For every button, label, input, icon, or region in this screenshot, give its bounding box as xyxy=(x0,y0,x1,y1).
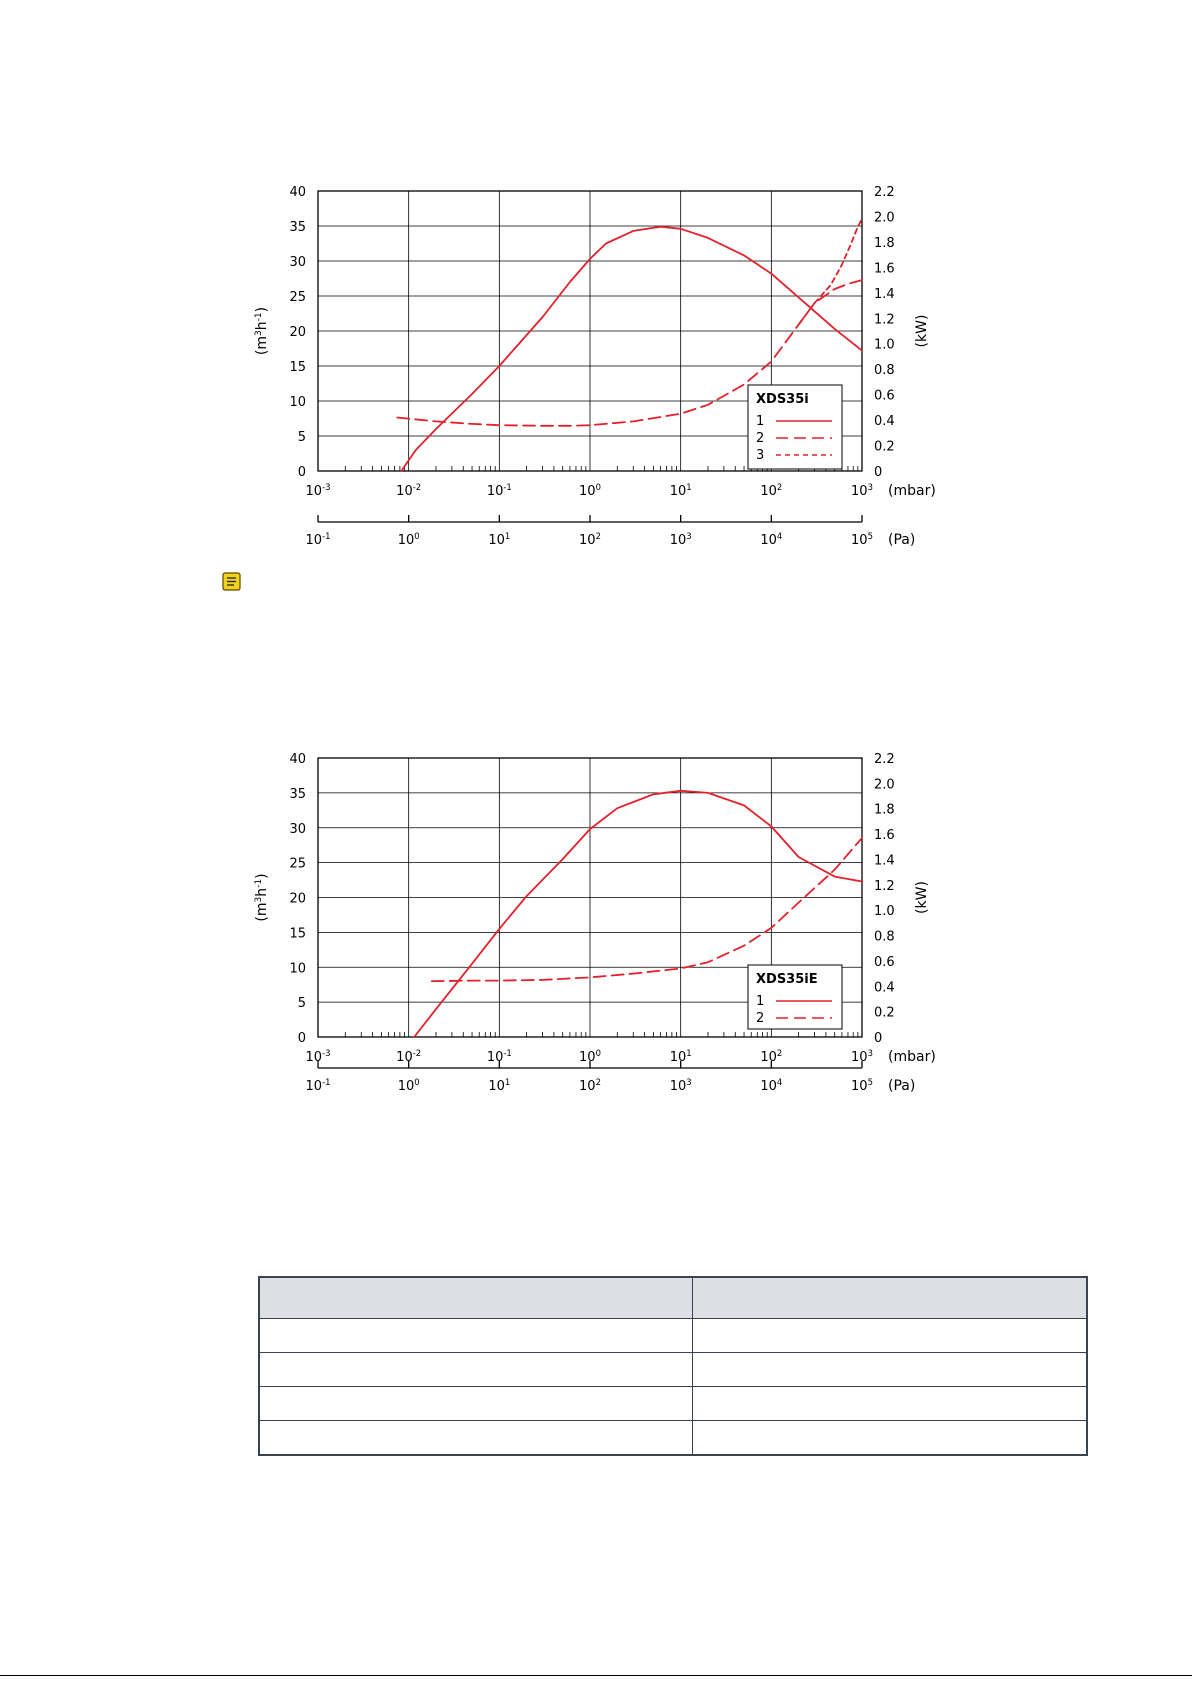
table-row xyxy=(259,1421,1087,1456)
legend-entry-label: 1 xyxy=(756,414,765,429)
y2-tick-label: 1.2 xyxy=(874,312,895,328)
x2-tick-label: $10^4$ xyxy=(760,531,783,548)
y-axis-label: $(m^3h^{-1})$ xyxy=(254,306,270,356)
y-tick-label: 10 xyxy=(289,961,306,977)
y2-tick-label: 1.8 xyxy=(874,802,895,818)
x-tick-label: $10^0$ xyxy=(579,482,601,499)
table-cell xyxy=(693,1421,1088,1456)
x2-axis-label: (Pa) xyxy=(888,532,916,548)
table-cell xyxy=(259,1319,693,1353)
y2-tick-label: 1.4 xyxy=(874,286,895,302)
y2-tick-label: 0.2 xyxy=(874,1005,895,1021)
y2-tick-label: 1.8 xyxy=(874,235,895,251)
x2-tick-label: $10^5$ xyxy=(851,531,873,548)
x-tick-label: $10^3$ xyxy=(851,482,873,499)
x-tick-label: $10^{-3}$ xyxy=(305,482,331,499)
y-axis-label: $(m^3h^{-1})$ xyxy=(254,873,270,922)
y-tick-label: 15 xyxy=(289,926,306,942)
y-tick-label: 35 xyxy=(289,786,306,802)
legend-entry-label: 2 xyxy=(756,431,765,446)
y2-tick-label: 2.2 xyxy=(874,752,895,767)
series-line-3 xyxy=(799,219,862,325)
y2-tick-label: 2.0 xyxy=(874,210,895,226)
y-tick-label: 25 xyxy=(289,856,306,872)
x-tick-label: $10^3$ xyxy=(851,1048,873,1065)
x-tick-label: $10^{-2}$ xyxy=(396,1048,422,1065)
y-tick-label: 5 xyxy=(297,430,306,445)
note-icon xyxy=(222,572,241,591)
y2-tick-label: 1.0 xyxy=(874,904,895,920)
x-axis-label: (mbar) xyxy=(888,1049,936,1065)
x2-tick-label: $10^{-1}$ xyxy=(305,1077,331,1094)
series-line-2 xyxy=(432,838,862,981)
x2-tick-label: $10^5$ xyxy=(851,1077,873,1094)
legend-entry-label: 1 xyxy=(756,994,765,1009)
chart-1 xyxy=(254,185,936,548)
x2-tick-label: $10^0$ xyxy=(397,531,420,548)
x2-axis-label: (Pa) xyxy=(888,1078,916,1094)
y2-tick-label: 0.6 xyxy=(874,954,895,970)
x-tick-label: $10^1$ xyxy=(669,1048,692,1065)
y-tick-label: 30 xyxy=(289,821,306,837)
data-table xyxy=(258,1276,1088,1456)
y-tick-label: 30 xyxy=(289,255,306,270)
x2-tick-label: $10^0$ xyxy=(397,1077,420,1094)
y2-tick-label: 2.2 xyxy=(874,185,895,200)
y-tick-label: 15 xyxy=(289,360,306,375)
x-axis-label: (mbar) xyxy=(888,483,936,499)
table-row xyxy=(259,1319,1087,1353)
y2-tick-label: 0.2 xyxy=(874,439,895,455)
y-tick-label: 20 xyxy=(289,325,306,340)
x2-tick-label: $10^2$ xyxy=(579,1077,601,1094)
y2-tick-label: 1.0 xyxy=(874,337,895,353)
table-cell xyxy=(693,1387,1088,1421)
y-tick-label: 10 xyxy=(289,395,306,410)
legend-entry-label: 3 xyxy=(756,448,765,463)
y2-axis-label: (kW) xyxy=(914,881,930,914)
y2-tick-label: 1.6 xyxy=(874,828,895,844)
y-tick-label: 20 xyxy=(289,891,306,907)
y2-tick-label: 1.6 xyxy=(874,261,895,277)
table-cell xyxy=(259,1387,693,1421)
y2-tick-label: 2.0 xyxy=(874,777,895,793)
y-tick-label: 25 xyxy=(289,290,306,305)
x2-tick-label: $10^2$ xyxy=(579,531,601,548)
x-tick-label: $10^2$ xyxy=(760,482,783,499)
y2-tick-label: 0.6 xyxy=(874,388,895,404)
x-tick-label: $10^{-1}$ xyxy=(486,1048,512,1065)
table-cell xyxy=(259,1353,693,1387)
y2-tick-label: 0.8 xyxy=(874,929,895,945)
x2-tick-label: $10^{-1}$ xyxy=(305,531,331,548)
y-tick-label: 40 xyxy=(289,185,306,200)
y-tick-label: 40 xyxy=(289,752,306,767)
x2-tick-label: $10^1$ xyxy=(488,1077,511,1094)
x2-tick-label: $10^1$ xyxy=(488,531,511,548)
x-tick-label: $10^{-3}$ xyxy=(305,1048,331,1065)
legend-entry-label: 2 xyxy=(756,1011,765,1026)
y-tick-label: 35 xyxy=(289,220,306,235)
table-cell xyxy=(693,1353,1088,1387)
y-tick-label: 0 xyxy=(297,465,306,480)
y2-tick-label: 0.4 xyxy=(874,414,895,430)
table-header-row xyxy=(259,1277,1087,1319)
table-header-cell xyxy=(693,1277,1088,1319)
table-row xyxy=(259,1387,1087,1421)
table-cell xyxy=(259,1421,693,1456)
y2-tick-label: 0.8 xyxy=(874,363,895,379)
x2-tick-label: $10^3$ xyxy=(669,1077,692,1094)
legend-title: XDS35i xyxy=(756,392,809,407)
table-header-cell xyxy=(259,1277,693,1319)
x-tick-label: $10^{-2}$ xyxy=(396,482,422,499)
y-tick-label: 5 xyxy=(297,996,306,1012)
x2-tick-label: $10^3$ xyxy=(669,531,692,548)
x-tick-label: $10^0$ xyxy=(579,1048,601,1065)
y2-tick-label: 1.4 xyxy=(874,853,895,869)
footer-rule xyxy=(0,1675,1192,1676)
x-tick-label: $10^2$ xyxy=(760,1048,783,1065)
x-tick-label: $10^1$ xyxy=(669,482,692,499)
y2-tick-label: 0 xyxy=(874,465,883,480)
x-tick-label: $10^{-1}$ xyxy=(486,482,512,499)
y-tick-label: 0 xyxy=(297,1031,306,1046)
table-cell xyxy=(693,1319,1088,1353)
legend-title: XDS35iE xyxy=(756,972,818,987)
y2-tick-label: 0.4 xyxy=(874,980,895,996)
chart-2 xyxy=(254,752,936,1094)
table-row xyxy=(259,1353,1087,1387)
y2-tick-label: 1.2 xyxy=(874,878,895,894)
y2-tick-label: 0 xyxy=(874,1031,883,1046)
y2-axis-label: (kW) xyxy=(914,314,930,348)
x2-tick-label: $10^4$ xyxy=(760,1077,783,1094)
